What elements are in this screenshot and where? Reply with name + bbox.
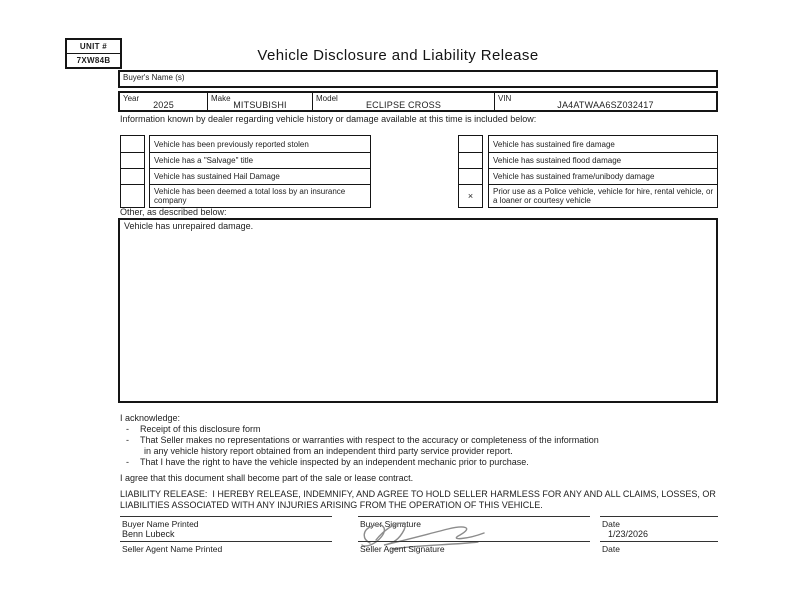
- seller-agent-name-line: [120, 541, 332, 542]
- seller-agent-date-line: [600, 541, 718, 542]
- acknowledge-item-1: [126, 424, 261, 434]
- disclosure-info-line: Information known by dealer regarding vehicle history or damage available at this time is included below:: [120, 114, 537, 124]
- other-label: Other, as described below:: [120, 207, 227, 217]
- make-field: [207, 93, 312, 110]
- checklist-item-salvage: Vehicle has a "Salvage" title: [150, 152, 370, 168]
- vehicle-info-row: [118, 91, 718, 112]
- acknowledge-heading: I acknowledge:: [120, 413, 181, 423]
- acknowledge-item-2-continued: [126, 446, 513, 456]
- checklist-item-flood: Vehicle has sustained flood damage: [489, 152, 717, 168]
- year-field: [120, 93, 207, 110]
- checklist-item-stolen: Vehicle has been previously reported stolen: [154, 139, 309, 149]
- unit-value: 7XW84B: [76, 56, 111, 65]
- checkbox-fire: [459, 136, 482, 152]
- other-description-text: Vehicle has unrepaired damage.: [124, 221, 254, 231]
- page-title: Vehicle Disclosure and Liability Release: [257, 47, 539, 64]
- seller-agent-name-printed-label: Seller Agent Name Printed: [122, 544, 223, 554]
- seller-agent-signature-line: [358, 541, 590, 542]
- left-checkbox-column: [120, 135, 145, 208]
- bullet-dash: -: [126, 457, 129, 467]
- agreement-line: I agree that this document shall become part of the sale or lease contract.: [120, 473, 414, 483]
- buyer-date-line: [600, 516, 718, 517]
- liability-release-text: LIABILITY RELEASE: I HEREBY RELEASE, INDEMNIFY, AND AGREE TO HOLD SELLER HARMLESS FOR ANY AND ALL CLAIMS, LOSSES, OR LIABILITIES ASSOCIATED WITH ANY INJURIES ARISING FROM THE OPERATION OF THIS VEHICLE.: [120, 489, 719, 510]
- acknowledge-item-2-text: That Seller makes no representations or warranties with respect to the accuracy or completeness of the information: [140, 435, 599, 445]
- seller-agent-name-value: Benn Lubeck: [122, 529, 175, 539]
- checklist-item-fire: Vehicle has sustained fire damage: [493, 139, 615, 149]
- left-checklist-table: [149, 135, 371, 208]
- buyer-signature-label: Buyer Signature: [360, 519, 421, 529]
- make-value: MITSUBISHI: [233, 100, 287, 110]
- seller-agent-date-label: Date: [602, 544, 620, 554]
- vin-field: [494, 93, 716, 110]
- checklist-item-hail: Vehicle has sustained Hail Damage: [150, 168, 370, 184]
- bullet-dash: -: [126, 435, 129, 445]
- buyer-name-printed-label: Buyer Name Printed: [122, 519, 199, 529]
- checkbox-frame: [459, 168, 482, 184]
- right-checkbox-column: [458, 135, 483, 208]
- seller-agent-date-value: 1/23/2026: [608, 529, 649, 539]
- bullet-dash: -: [126, 424, 129, 434]
- make-label: Make: [211, 94, 231, 103]
- checklist-item-frame: Vehicle has sustained frame/unibody damage: [489, 168, 717, 184]
- checklist-item-total-loss: Vehicle has been deemed a total loss by an insurance company: [150, 184, 370, 207]
- year-value: 2025: [153, 100, 174, 110]
- buyer-date-label: Date: [602, 519, 620, 529]
- vin-label: VIN: [498, 94, 512, 103]
- model-field: [312, 93, 494, 110]
- checkbox-hail: [121, 168, 144, 184]
- buyer-name-line: [120, 516, 332, 517]
- unit-label: UNIT #: [67, 40, 120, 54]
- buyer-name-label: Buyer's Name (s): [123, 73, 185, 82]
- acknowledge-item-3-text: That I have the right to have the vehicle inspected by an independent mechanic prior to purchase.: [140, 457, 529, 467]
- seller-agent-signature-label: Seller Agent Signature: [360, 544, 445, 554]
- model-label: Model: [316, 94, 338, 103]
- vin-value: JA4ATWAA6SZ032417: [557, 100, 654, 110]
- other-description-box: [118, 218, 718, 403]
- acknowledge-item-1-text: Receipt of this disclosure form: [140, 424, 261, 434]
- right-checklist-table: [488, 135, 718, 208]
- checkbox-total-loss: [121, 184, 144, 207]
- checkbox-flood: [459, 152, 482, 168]
- year-label: Year: [123, 94, 140, 103]
- acknowledge-item-3: [126, 457, 529, 467]
- acknowledge-item-2-text-continued: in any vehicle history report obtained from an independent third party service provider report.: [144, 446, 513, 456]
- checklist-item-prior-use: Prior use as a Police vehicle, vehicle for hire, rental vehicle, or a loaner or courtesy vehicle: [489, 184, 717, 207]
- unit-number-box: [65, 38, 122, 69]
- model-value: ECLIPSE CROSS: [365, 100, 442, 110]
- acknowledge-item-2: [126, 435, 599, 445]
- buyer-name-field: [118, 70, 718, 88]
- checkbox-stolen: [121, 136, 144, 152]
- checkbox-prior-use: ×: [459, 184, 482, 207]
- checkbox-salvage: [121, 152, 144, 168]
